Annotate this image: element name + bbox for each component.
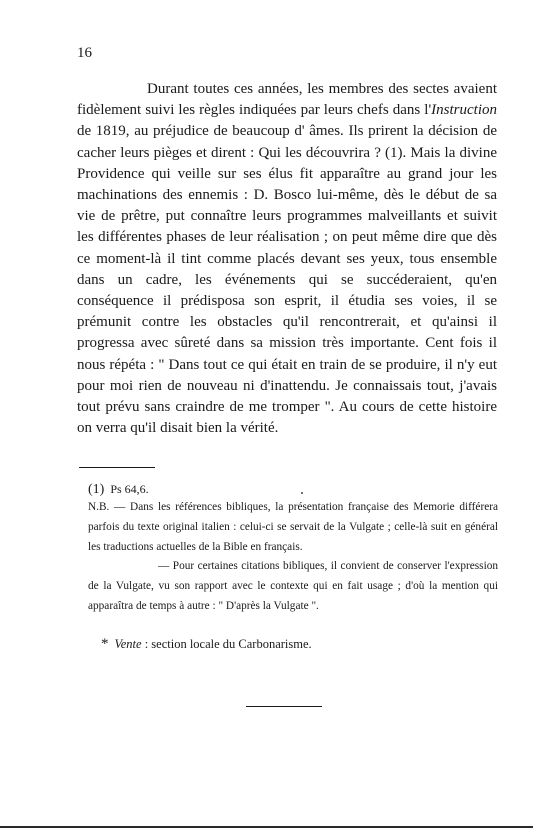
instruction-title: Instruction — [431, 102, 497, 119]
page-number: 16 — [77, 45, 92, 61]
nb-note: N.B. — Dans les références bibliques, la présentation française des Memorie différera parfois du texte original italien : celui-ci se servait de la Vulgate ; celle-là suit en général les traductions actuelles de la Bible en français. — [88, 501, 498, 553]
vente-term: Vente — [114, 637, 142, 651]
main-paragraph-rest: de 1819, au préjudice de beaucoup d' âmes. Ils prirent la décision de cacher leurs pièges et dirent : Qui les découvrira ? (1). Mais la divine Providence qui veille sur ses élus fit apparaître au grand jour les machinations des ennemis : D. Bosco lui-même, dès le début de sa vie de prêtre, put connaître leurs programmes malveillants et suivit les différentes phases de leur réalisation ; on peut même dire que dès ce moment-là il tint comme placés devant ses yeux, tous ensemble dans un cadre, les événements qui se succéderaient, qu'en conséquence il prédisposa son esprit, il étudia ses voies, il se prémunit contre les obstacles qu'il rencontrerait, et qu'ainsi il progressa avec sûreté dans sa mission très importante. Cent fois il nous répéta : " Dans tout ce qui était en train de se produire, il n'y eut pour moi rien de nouveau ni d'inattendu. Je connaissais tout, j'avais tout prévu sans craindre de me tromper ". Au cours de cette histoire on verra qu'il disait bien la vérité. — [77, 123, 497, 437]
vente-definition: : section locale du Carbonarisme. — [141, 637, 312, 651]
footnote-1-text: Ps 64,6. — [110, 482, 149, 496]
vulgate-note: — Pour certaines citations bibliques, il convient de conserver l'expression de la Vulgate, vu son rapport avec le contexte qui en fait usage ; d'où la mention qui apparaîtra de temps à autre : " D'après la Vulgate ". — [88, 560, 498, 612]
stray-dot — [301, 492, 303, 494]
footnote-1-marker: (1) — [88, 482, 105, 497]
end-separator — [246, 706, 322, 707]
vente-asterisk: * — [101, 636, 109, 652]
footnote-separator — [79, 467, 155, 468]
main-paragraph-start: Durant toutes ces années, les membres des sectes avaient fidèlement suivi les règles indiquées par leurs chefs dans l' — [77, 81, 497, 119]
vente-note — [101, 635, 312, 653]
main-paragraph — [77, 79, 497, 439]
